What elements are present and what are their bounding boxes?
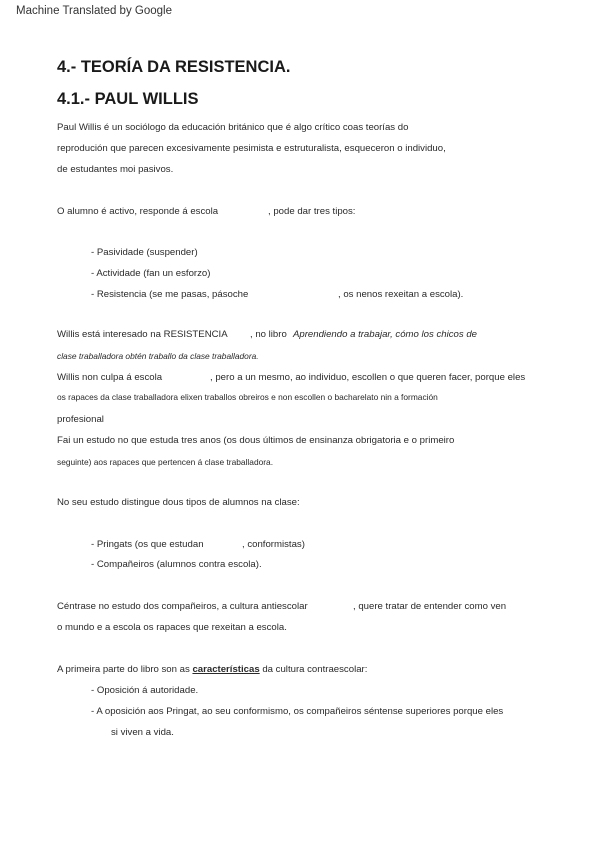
type-pasividade: - Pasividade (suspender) — [91, 247, 198, 258]
willis-line-1c: clase traballadora obtén traballo da clase traballadora. — [57, 351, 259, 361]
type-resistencia-b: , os nenos rexeitan a escola). — [338, 289, 464, 300]
subsection-heading: 4.1.- PAUL WILLIS — [57, 90, 199, 108]
centrase-line-2: o mundo e a escola os rapaces que rexeitan a escola. — [57, 622, 287, 633]
book-title: Aprendiendo a trabajar, cómo los chicos de — [293, 329, 477, 340]
pringats-b: , conformistas) — [242, 539, 305, 550]
willis-line-2d: profesional — [57, 414, 104, 425]
oposicion-item-2: - A oposición aos Pringat, ao seu conformismo, os compañeiros séntense superiores porque eles — [91, 706, 504, 717]
study-line-1: Fai un estudo no que estuda tres anos (os dous últimos de ensinanza obrigatoria e o primeiro — [57, 435, 455, 446]
intro-line-3: de estudantes moi pasivos. — [57, 164, 174, 175]
centrase-a: Céntrase no estudo dos compañeiros, a cultura antiescolar — [57, 601, 308, 612]
centrase-b: , quere tratar de entender como ven — [353, 601, 507, 612]
study-line-2: seguinte) aos rapaces que pertencen á clase traballadora. — [57, 457, 274, 467]
willis-line-2a: Willis non culpa á escola — [57, 372, 163, 383]
pringats-a: - Pringats (os que estudan — [91, 539, 204, 550]
section-heading: 4.- TEORÍA DA RESISTENCIA. — [57, 58, 291, 76]
oposicion-item-2b: si viven a vida. — [111, 727, 174, 738]
distinguish-line: No seu estudo distingue dous tipos de alumnos na clase: — [57, 497, 300, 508]
oposicion-item-1: - Oposición á autoridade. — [91, 685, 199, 696]
type-actividade: - Actividade (fan un esforzo) — [91, 268, 211, 279]
translation-banner: Machine Translated by Google — [16, 5, 172, 17]
willis-line-1b: , no libro — [250, 329, 287, 340]
intro-line-2: reprodución que parecen excesivamente pesimista e estruturalista, esqueceron o individuo, — [57, 143, 446, 154]
primeira-line — [57, 664, 367, 675]
active-text-a: O alumno é activo, responde á escola — [57, 206, 219, 217]
companeiros-item: - Compañeiros (alumnos contra escola). — [91, 559, 262, 570]
type-resistencia-a: - Resistencia (se me pasas, pásoche — [91, 289, 249, 300]
primeira-c: da cultura contraescolar: — [259, 664, 368, 675]
willis-line-1a: Willis está interesado na RESISTENCIA — [57, 329, 228, 340]
active-text-b: , pode dar tres tipos: — [268, 206, 356, 217]
primeira-a: A primeira parte do libro son as — [57, 664, 193, 675]
primeira-keyword: características — [192, 664, 260, 675]
willis-line-2c: os rapaces da clase traballadora elixen traballos obreiros e non escollen o bacharelato nin a formación — [57, 392, 438, 402]
intro-line-1: Paul Willis é un sociólogo da educación británico que é algo crítico coas teorías do — [57, 122, 409, 133]
willis-line-2b: , pero a un mesmo, ao individuo, escollen o que queren facer, porque eles — [210, 372, 526, 383]
